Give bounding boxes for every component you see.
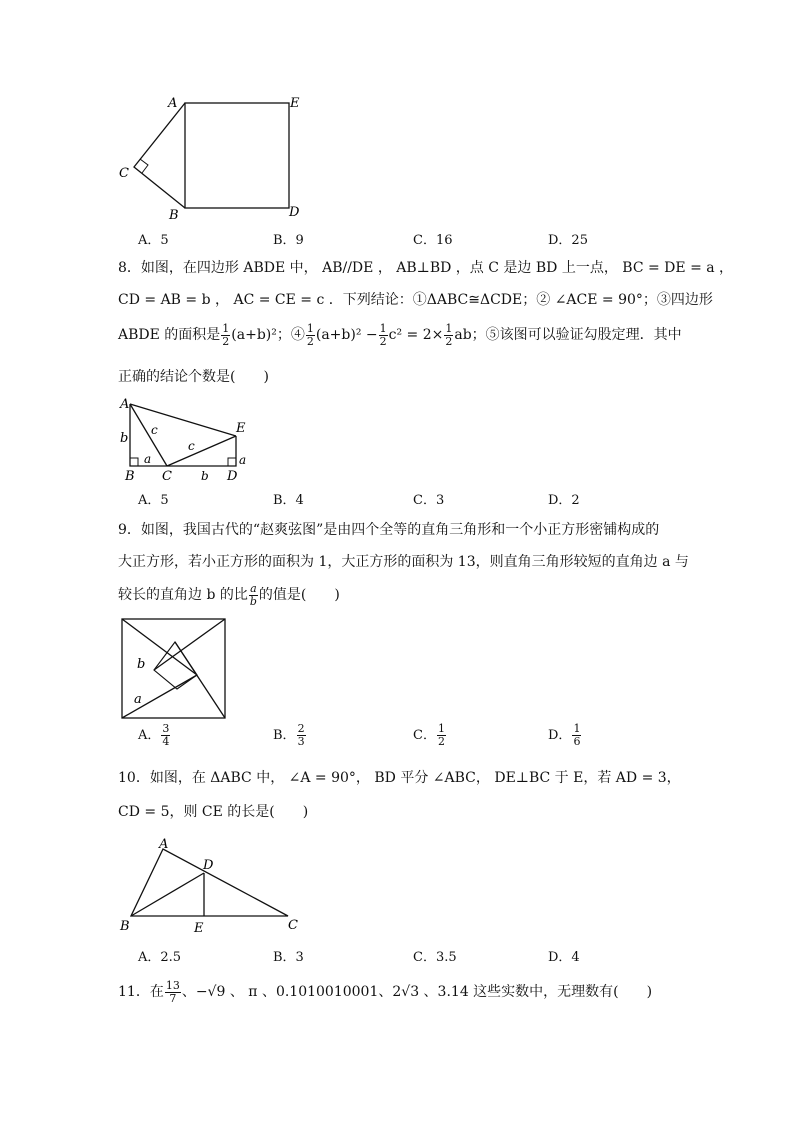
q7-option-c[interactable]: C．16 [413, 233, 453, 248]
q8-label-C: C [162, 469, 172, 482]
q8-line3-post: ab；⑤该图可以验证勾股定理．其中 [454, 327, 682, 343]
q8-label-A: A [120, 397, 130, 412]
q7-label-E: E [290, 96, 300, 111]
q9-option-b-den: 3 [297, 735, 305, 748]
q7-option-a[interactable]: A．5 [138, 233, 169, 248]
q9-option-b-label: B． [273, 728, 296, 743]
q11-frac-den: 7 [169, 991, 177, 1005]
q7-triangle [134, 103, 185, 208]
q9-option-c-num: 1 [437, 722, 445, 735]
q11-line [118, 978, 652, 1006]
q8-label-B: B [125, 469, 135, 482]
q8-option-c[interactable]: C．3 [413, 493, 445, 508]
q8-half-den-2: 2 [306, 334, 314, 348]
q8-half-den-3: 2 [379, 334, 387, 348]
q8-right-angle-B [130, 458, 138, 466]
q10-label-D: D [203, 858, 214, 873]
q8-option-b[interactable]: B．4 [273, 493, 304, 508]
q7-figure [112, 92, 312, 222]
q9-option-a-den: 4 [162, 735, 170, 748]
q9-option-d-fraction [572, 723, 581, 748]
q8-label-a2: a [239, 453, 247, 467]
q8-line3-pre: ABDE 的面积是 [118, 327, 221, 343]
q10-line1: 10．如图，在 ΔABC 中， ∠A = 90°， BD 平分 ∠ABC， DE⊥BC 于 E，若 AD = 3， [118, 770, 681, 786]
q11-pre: 11．在 [118, 984, 164, 1000]
q7-square [185, 103, 289, 208]
q9-option-d-num: 1 [573, 722, 581, 735]
q9-line3 [118, 582, 340, 608]
q8-line2: CD = AB = b ， AC = CE = c ．下列结论：①ΔABC≅ΔCDE；② ∠ACE = 90°；③四边形 [118, 292, 713, 308]
q7-option-d[interactable]: D．25 [548, 233, 588, 248]
q11-post: 、−√9 、 π 、0.1010010001、2√3 、3.14 这些实数中，无理数有( ) [181, 984, 653, 1000]
q8-half-num-1: 1 [222, 321, 230, 335]
q9-label-a: a [134, 692, 142, 707]
q10-figure [116, 836, 306, 936]
q8-half-den-4: 2 [445, 334, 453, 348]
q8-half-fraction-1 [221, 323, 230, 348]
q8-label-E: E [236, 421, 246, 436]
q9-label-b: b [137, 657, 146, 672]
q8-line3-mid2: (a+b)² − [315, 327, 378, 343]
q8-figure [112, 394, 262, 482]
q8-half-num-2: 1 [306, 321, 314, 335]
q9-line3-post: 的值是( ) [258, 587, 340, 603]
q9-option-a[interactable] [138, 723, 171, 748]
q7-label-D: D [289, 205, 300, 220]
q9-line1: 9．如图，我国古代的“赵爽弦图”是由四个全等的直角三角形和一个小正方形密铺构成的 [118, 522, 660, 538]
q8-label-c2: c [188, 439, 195, 453]
q8-half-den-1: 2 [222, 334, 230, 348]
q9-ratio-den: b [249, 594, 257, 608]
q8-line1: 8．如图，在四边形 ABDE 中， AB//DE ， AB⊥BD ，点 C 是边 BD 上一点， BC = DE = a ， [118, 260, 734, 276]
q7-label-C: C [119, 166, 129, 181]
q8-label-b2: b [201, 469, 209, 482]
q9-option-c-den: 2 [437, 735, 445, 748]
q9-option-a-fraction [161, 723, 170, 748]
q8-half-fraction-2 [306, 323, 315, 348]
q10-label-B: B [120, 919, 130, 934]
q9-ratio-num: a [250, 581, 257, 595]
q8-half-num-4: 1 [445, 321, 453, 335]
q9-figure [120, 618, 228, 720]
q11-frac-num: 13 [165, 978, 180, 992]
q10-label-A: A [159, 837, 169, 852]
q8-line3-mid: (a+b)²；④ [231, 327, 305, 343]
q9-option-b[interactable] [273, 723, 307, 748]
q10-label-E: E [194, 921, 204, 936]
q7-label-A: A [168, 96, 178, 111]
q8-line3 [118, 322, 682, 348]
q9-ratio-fraction [249, 583, 258, 608]
q9-option-b-fraction [297, 723, 306, 748]
q9-option-d-den: 6 [573, 735, 581, 748]
q8-label-D: D [227, 469, 238, 482]
q9-line3-pre: 较长的直角边 b 的比 [118, 587, 248, 603]
q8-half-num-3: 1 [379, 321, 387, 335]
q10-option-c[interactable]: C．3.5 [413, 950, 457, 965]
q9-option-a-num: 3 [162, 722, 170, 735]
q10-option-b[interactable]: B．3 [273, 950, 304, 965]
q8-segment-CE [167, 436, 236, 466]
q8-option-a[interactable]: A．5 [138, 493, 169, 508]
q9-option-d-label: D． [548, 728, 572, 743]
q8-label-b: b [120, 431, 129, 446]
q9-option-c-label: C． [413, 728, 436, 743]
q10-label-C: C [288, 918, 298, 933]
q9-line2: 大正方形，若小正方形的面积为 1，大正方形的面积为 13，则直角三角形较短的直角边 a 与 [118, 554, 689, 570]
q10-option-a[interactable]: A．2.5 [138, 950, 182, 965]
q10-line2: CD = 5，则 CE 的长是( ) [118, 804, 309, 820]
q9-option-c[interactable] [413, 723, 447, 748]
q9-option-a-label: A． [138, 728, 161, 743]
q8-label-a1: a [144, 452, 152, 466]
q9-diag-2 [154, 619, 225, 670]
q8-right-angle-D [228, 458, 236, 466]
q7-label-B: B [169, 208, 179, 222]
q11-fraction [165, 980, 181, 1005]
q8-line3-mid3: c² = 2× [388, 327, 444, 343]
q9-option-d[interactable] [548, 723, 582, 748]
q8-half-fraction-4 [444, 323, 453, 348]
q8-option-d[interactable]: D．2 [548, 493, 580, 508]
q7-right-angle-mark [140, 159, 148, 173]
q9-option-c-fraction [437, 723, 446, 748]
q7-option-b[interactable]: B．9 [273, 233, 304, 248]
q9-option-b-num: 2 [297, 722, 305, 735]
q8-line4: 正确的结论个数是( ) [118, 369, 269, 385]
q8-half-fraction-3 [379, 323, 388, 348]
q8-label-c1: c [151, 423, 158, 437]
q10-option-d[interactable]: D．4 [548, 950, 580, 965]
